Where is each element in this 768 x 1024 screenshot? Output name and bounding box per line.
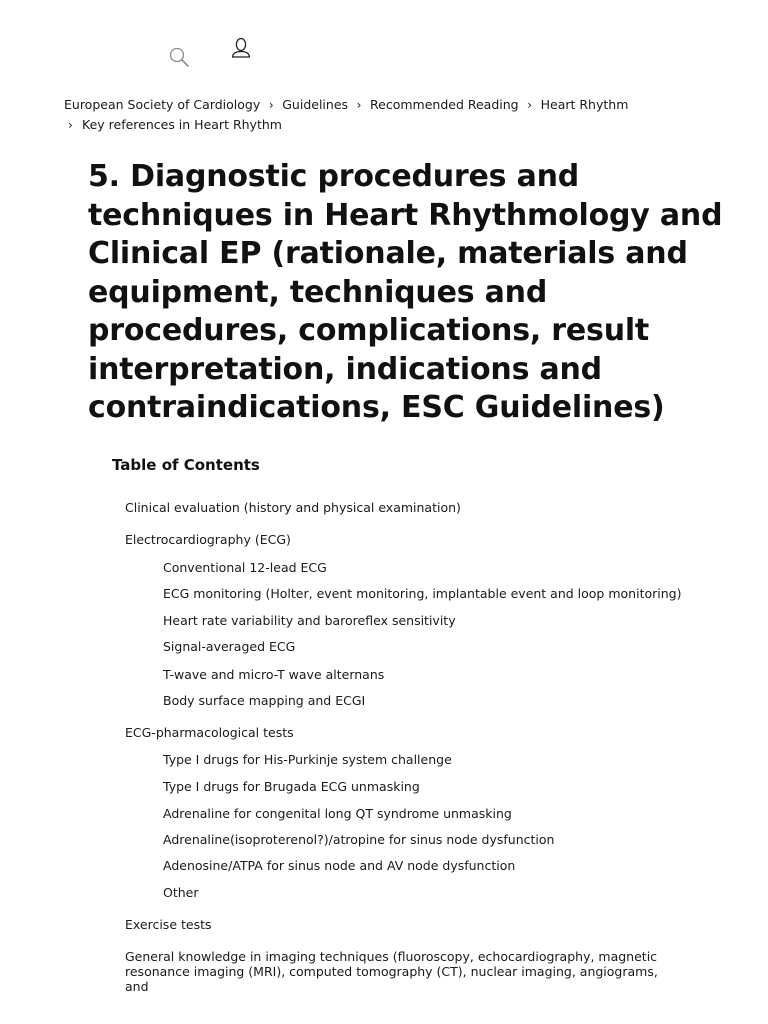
toc-item-ecg[interactable]: Electrocardiography (ECG) [125, 532, 291, 547]
chevron-right-icon: › [68, 118, 73, 132]
page-title: 5. Diagnostic procedures and techniques in Heart Rhythmology and Clinical EP (rationale, materials and equipment, techniques and procedures, complications, result interpretation, indications and contraindications, ESC Guidelines) [88, 159, 723, 425]
toc-item-his-purkinje-challenge[interactable]: Type I drugs for His-Purkinje system challenge [163, 752, 452, 767]
chevron-right-icon: › [268, 98, 274, 112]
breadcrumb-link-recommended-reading[interactable]: Recommended Reading [370, 97, 519, 112]
user-icon[interactable] [229, 36, 253, 62]
search-icon[interactable] [167, 45, 193, 71]
chevron-right-icon: › [356, 98, 362, 112]
toc-item-ecg-pharmacological-tests[interactable]: ECG-pharmacological tests [125, 725, 294, 740]
toc-item-12-lead-ecg[interactable]: Conventional 12-lead ECG [163, 560, 327, 575]
toc-item-ecg-monitoring[interactable]: ECG monitoring (Holter, event monitoring, implantable event and loop monitoring) [163, 586, 682, 601]
toc-item-sinus-node-dysfunction[interactable]: Adrenaline(isoproterenol?)/atropine for sinus node dysfunction [163, 832, 555, 847]
toc-item-exercise-tests[interactable]: Exercise tests [125, 917, 212, 932]
breadcrumb-link-guidelines[interactable]: Guidelines [282, 97, 349, 112]
breadcrumb [64, 95, 734, 135]
breadcrumb-current: Key references in Heart Rhythm [82, 117, 282, 132]
toc-item-t-wave-alternans[interactable]: T-wave and micro-T wave alternans [163, 667, 385, 682]
breadcrumb-link-heart-rhythm[interactable]: Heart Rhythm [540, 97, 629, 112]
toc-item-hrv-brs[interactable]: Heart rate variability and baroreflex sensitivity [163, 613, 456, 628]
toc-item-signal-averaged-ecg[interactable]: Signal-averaged ECG [163, 639, 296, 654]
toc-heading: Table of Contents [112, 456, 260, 474]
toc-item-clinical-evaluation[interactable]: Clinical evaluation (history and physical examination) [125, 500, 461, 515]
toc-item-body-surface-mapping[interactable]: Body surface mapping and ECGI [163, 693, 366, 708]
toc-item-imaging-techniques[interactable]: General knowledge in imaging techniques (fluoroscopy, echocardiography, magnetic resonance imaging (MRI), computed tomography (CT), nuclear imaging, angiograms, and [125, 949, 658, 994]
header-toolbar [0, 36, 768, 76]
toc-item-brugada-unmasking[interactable]: Type I drugs for Brugada ECG unmasking [163, 779, 420, 794]
breadcrumb-link-esc[interactable]: European Society of Cardiology [64, 97, 261, 112]
toc-item-adenosine-atpa[interactable]: Adenosine/ATPA for sinus node and AV node dysfunction [163, 858, 516, 873]
chevron-right-icon: › [527, 98, 533, 112]
toc-item-long-qt-unmasking[interactable]: Adrenaline for congenital long QT syndrome unmasking [163, 806, 512, 821]
toc-item-other[interactable]: Other [163, 885, 199, 900]
